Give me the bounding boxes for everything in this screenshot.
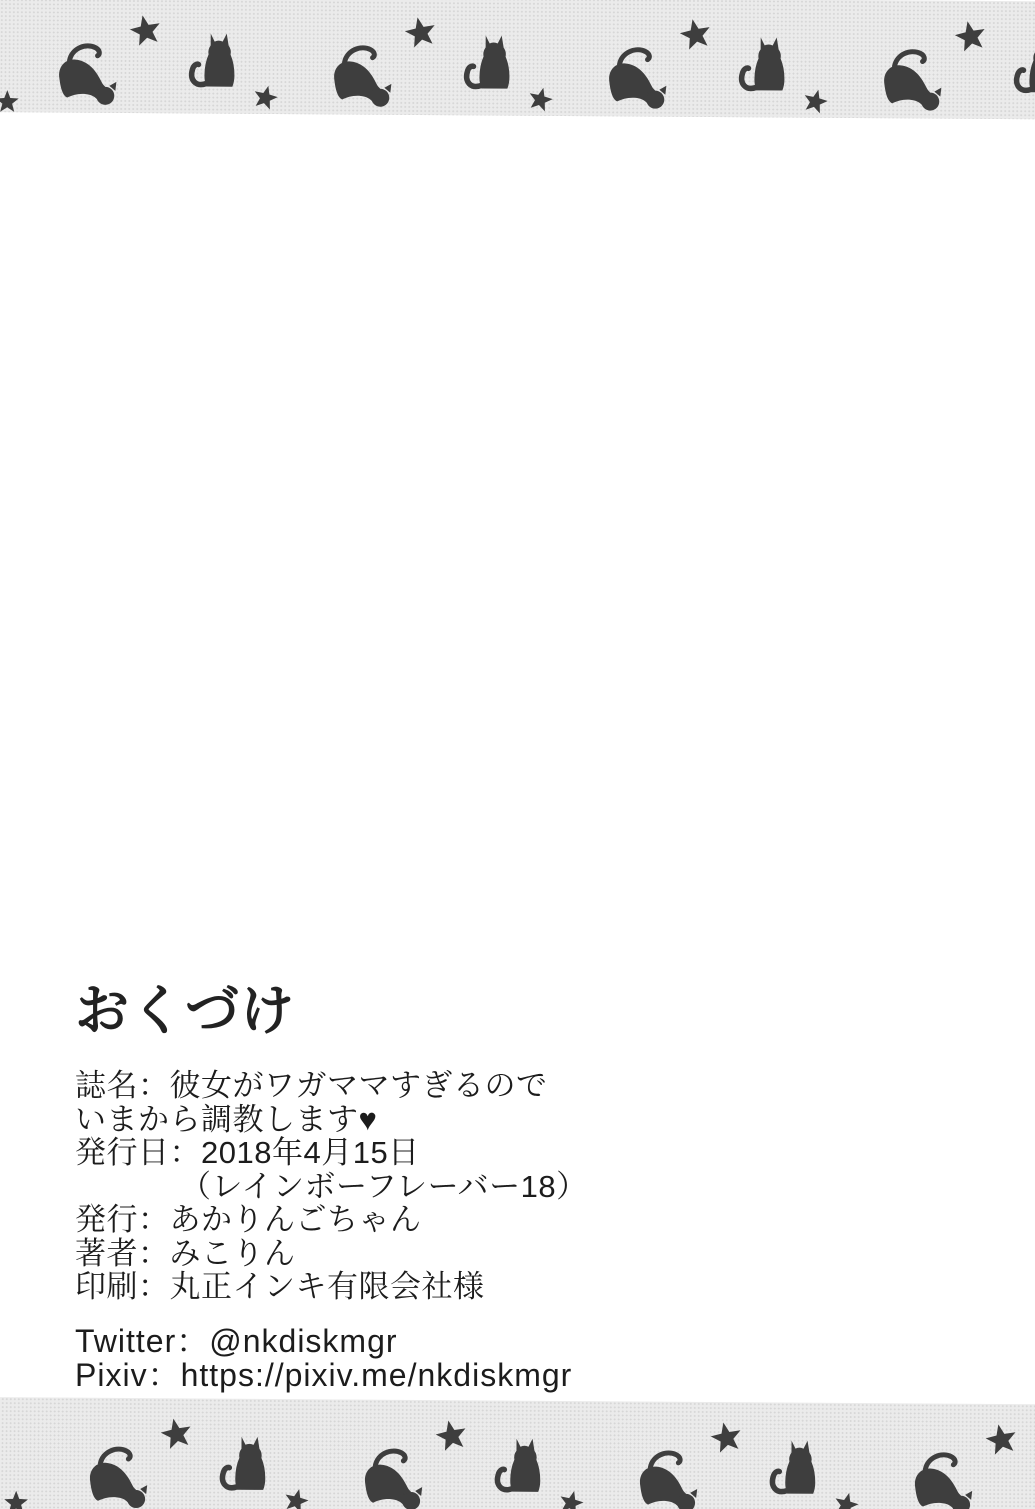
cat-star-unit bbox=[884, 17, 1035, 116]
twitter-line: Twitter：@nkdiskmgr bbox=[75, 1322, 398, 1359]
colophon-line-author: 著者：みこりん bbox=[75, 1235, 296, 1271]
colophon-line-printer: 印刷：丸正インキ有限会社様 bbox=[75, 1269, 485, 1304]
contact-block bbox=[75, 1324, 955, 1393]
pixiv-line: Pixiv：https://pixiv.me/nkdiskmgr bbox=[75, 1357, 573, 1393]
cat-star-unit bbox=[59, 12, 281, 111]
colophon-line-publish-date: 発行日：2018年4月15日 bbox=[75, 1135, 420, 1170]
small-star-icon bbox=[4, 1491, 28, 1509]
page-title: おくづけ bbox=[75, 981, 295, 1041]
afterword-section bbox=[75, 968, 955, 1393]
bottom-border bbox=[0, 1397, 1035, 1509]
cat-star-unit bbox=[609, 16, 831, 115]
cat-star-unit bbox=[640, 1419, 862, 1509]
cat-star-unit bbox=[365, 1417, 587, 1509]
colophon-line-event: （レインボーフレーバー18） bbox=[180, 1168, 588, 1204]
colophon-line-book-title-2: いまから調教します♥ bbox=[75, 1101, 378, 1137]
colophon-line-publisher: 発行：あかりんごちゃん bbox=[75, 1202, 422, 1237]
top-border bbox=[0, 0, 1035, 119]
colophon-line-book-title: 誌名：彼女がワガママすぎるので bbox=[75, 1068, 548, 1103]
cat-star-border-pattern bbox=[0, 1397, 1035, 1509]
cat-star-unit bbox=[334, 14, 556, 113]
cat-star-unit bbox=[915, 1421, 1035, 1509]
cat-star-border-pattern bbox=[0, 0, 1035, 119]
small-star-icon bbox=[0, 90, 19, 112]
cat-star-unit bbox=[90, 1415, 312, 1509]
